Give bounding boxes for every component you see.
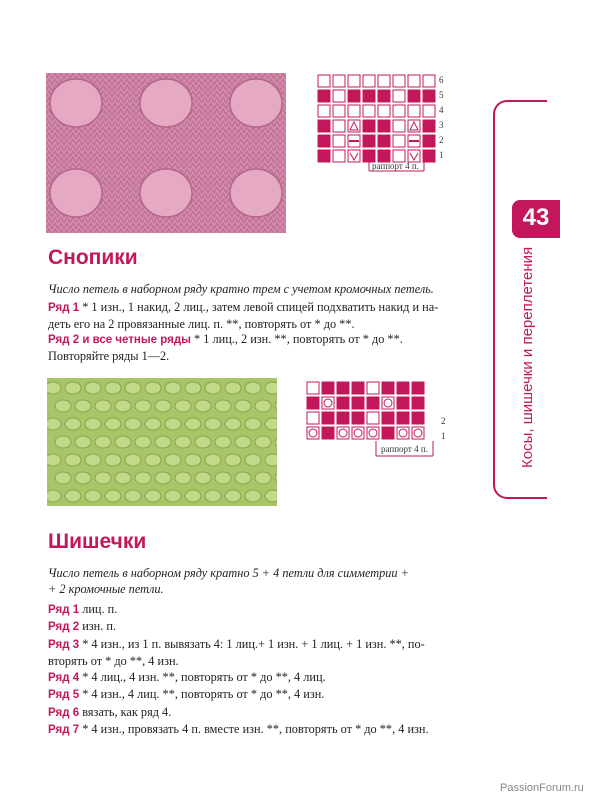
chart1-cell	[408, 135, 420, 147]
chart1-cell	[318, 120, 330, 132]
chart1-cell	[333, 120, 345, 132]
chart1-cell	[363, 135, 375, 147]
knit-bump	[55, 436, 71, 448]
chart1-cell	[348, 150, 360, 162]
chart2-caption: раппорт 4 п.	[381, 444, 428, 454]
chart2-cell	[307, 382, 319, 394]
row-line	[48, 721, 493, 738]
row-label: Ряд 3	[48, 638, 80, 651]
row-line	[48, 349, 493, 365]
row-line	[48, 636, 493, 653]
chart2-cell	[382, 397, 394, 409]
row-text: деть его на 2 провязанные лиц. п. **, повторять от * до **.	[48, 316, 355, 331]
chart1-cell	[393, 120, 405, 132]
chart1-row-number: 2	[439, 135, 444, 145]
chart2-cell	[367, 427, 379, 439]
chart2-cell	[337, 397, 349, 409]
knit-bump	[165, 490, 181, 502]
knit-bump	[65, 454, 81, 466]
knit-bump	[55, 400, 71, 412]
chart1-cell	[348, 120, 360, 132]
knit-bump	[105, 382, 121, 394]
row-text: изн. п.	[79, 619, 117, 634]
knit-bump	[175, 472, 191, 484]
chart1-cell	[333, 90, 345, 102]
shishechki-photo	[47, 378, 277, 506]
chart1-row-number: 1	[439, 150, 444, 160]
chart-shishechki	[303, 378, 453, 460]
knit-bump	[65, 382, 81, 394]
chart1-cell	[348, 75, 360, 87]
chart1-cell	[333, 105, 345, 117]
knit-bump	[115, 400, 131, 412]
chart1-cell	[378, 75, 390, 87]
row-label: Ряд 7	[48, 724, 80, 737]
chart2-cell	[397, 382, 409, 394]
chart1-cell	[318, 150, 330, 162]
chart1-cell	[318, 75, 330, 87]
chart1-cell	[393, 90, 405, 102]
row-text: * 4 лиц., 4 изн. **, повторять от * до **, 4 лиц.	[79, 670, 326, 685]
knit-bump	[85, 382, 101, 394]
knit-bump	[155, 472, 171, 484]
knit-bump	[215, 436, 231, 448]
knit-bump	[125, 490, 141, 502]
chart1-cell	[393, 75, 405, 87]
knit-bump	[165, 382, 181, 394]
chart2-cell	[307, 397, 319, 409]
knit-bump	[155, 436, 171, 448]
chart2-cell	[397, 397, 409, 409]
chart2-row-number: 1	[441, 431, 446, 441]
row-line	[48, 686, 493, 703]
section2-intro	[48, 566, 493, 597]
knit-bump	[185, 490, 201, 502]
chart2-cell	[397, 427, 409, 439]
chart2-cell	[382, 382, 394, 394]
knit-bump	[185, 382, 201, 394]
intro-line: + 2 кромочные петли.	[48, 581, 164, 596]
chart1-cell	[363, 75, 375, 87]
chart1-cell	[348, 135, 360, 147]
chart1-cell	[333, 75, 345, 87]
chart1-cell	[348, 90, 360, 102]
knit-bump	[135, 400, 151, 412]
knit-bump	[255, 472, 271, 484]
chart2-cell	[322, 412, 334, 424]
knit-bump	[205, 418, 221, 430]
row-line	[48, 332, 493, 349]
row-line	[48, 618, 493, 635]
knit-bump	[225, 490, 241, 502]
knit-bump	[195, 400, 211, 412]
knit-bump	[175, 436, 191, 448]
section1-title: Снопики	[48, 246, 138, 269]
chart1-cell	[363, 105, 375, 117]
row-text: * 4 изн., из 1 п. вывязать 4: 1 лиц.+ 1 изн. + 1 лиц. + 1 изн. **, по-	[79, 636, 425, 651]
knit-bump	[225, 382, 241, 394]
knit-bump	[235, 436, 251, 448]
knit-bump	[95, 436, 111, 448]
knit-bump	[245, 490, 261, 502]
knit-bump	[47, 418, 61, 430]
chart2-cell	[412, 397, 424, 409]
knit-bump	[145, 418, 161, 430]
knit-bump	[245, 418, 261, 430]
knit-bump	[65, 418, 81, 430]
knit-bump	[215, 400, 231, 412]
row-line	[48, 653, 493, 669]
chart1-cell	[408, 105, 420, 117]
knit-bump	[85, 454, 101, 466]
chart1-cell	[423, 135, 435, 147]
row-line	[48, 669, 493, 686]
chart2-cell	[307, 412, 319, 424]
knit-bump	[225, 418, 241, 430]
knit-bump	[175, 400, 191, 412]
knit-bump	[215, 472, 231, 484]
row-label: Ряд 4	[48, 672, 80, 685]
chart1-cell	[378, 90, 390, 102]
chart2-cell	[367, 412, 379, 424]
knit-bump	[195, 436, 211, 448]
chart2-cell	[337, 427, 349, 439]
knit-bump	[265, 490, 277, 502]
chart1-caption: раппорт 4 п.	[372, 161, 419, 171]
row-text: * 4 изн., 4 лиц. **, повторять от * до **, 4 изн.	[79, 687, 325, 702]
chart2-cell	[352, 427, 364, 439]
row-text: лиц. п.	[79, 602, 118, 616]
row-label: Ряд 1	[48, 302, 80, 314]
knit-bump	[265, 454, 277, 466]
chart1-cell	[408, 120, 420, 132]
chart1-cell	[408, 90, 420, 102]
knit-bump	[47, 454, 61, 466]
chart1-cell	[423, 90, 435, 102]
row-line	[48, 300, 493, 317]
chart2-cell	[412, 427, 424, 439]
knit-bump	[145, 382, 161, 394]
section2-title: Шишечки	[48, 530, 147, 553]
knit-bump	[235, 472, 251, 484]
row-label: Ряд 5	[48, 689, 80, 702]
chart1-row-number: 5	[439, 90, 444, 100]
row-label: Ряд 6	[48, 706, 80, 719]
knit-bump	[75, 400, 91, 412]
chart1-cell	[318, 90, 330, 102]
section1-rows	[48, 300, 493, 364]
chart2-cell	[412, 382, 424, 394]
knit-bump	[265, 382, 277, 394]
chart2-cell	[382, 427, 394, 439]
row-label: Ряд 1	[48, 604, 80, 616]
knit-bump	[105, 490, 121, 502]
knit-bump	[235, 400, 251, 412]
row-label: Ряд 2	[48, 621, 80, 634]
chart2-cell	[307, 427, 319, 439]
chart2-cell	[382, 412, 394, 424]
snopiki-photo	[46, 73, 286, 233]
row-line	[48, 704, 493, 721]
chart2-cell	[352, 382, 364, 394]
chart2-row-number: 2	[441, 416, 446, 426]
knit-bump	[255, 436, 271, 448]
chart2-cell	[352, 397, 364, 409]
section1-intro: Число петель в наборном ряду кратно трем с учетом кромочных петель.	[48, 282, 434, 296]
knit-bump	[47, 382, 61, 394]
chart1-cell	[423, 75, 435, 87]
chart1-cell	[423, 150, 435, 162]
knit-bump	[155, 400, 171, 412]
row-text: вязать, как ряд 4.	[79, 704, 172, 719]
chart1-cell	[378, 135, 390, 147]
row-line	[48, 317, 493, 333]
knit-bump	[195, 472, 211, 484]
knit-bump	[265, 418, 277, 430]
knit-bump	[105, 418, 121, 430]
knit-bump	[255, 400, 271, 412]
knit-bump	[145, 454, 161, 466]
knit-bump	[125, 454, 141, 466]
chart1-cell	[378, 105, 390, 117]
knit-bump	[135, 436, 151, 448]
knit-bump	[95, 400, 111, 412]
knit-bump	[205, 382, 221, 394]
chart1-cell	[423, 120, 435, 132]
knit-bump	[225, 454, 241, 466]
knit-bump	[65, 490, 81, 502]
row-label: Ряд 2 и все четные ряды	[48, 334, 191, 346]
watermark: PassionForum.ru	[500, 782, 584, 794]
knit-bump	[105, 454, 121, 466]
knit-bump	[47, 490, 61, 502]
chart1-cell	[363, 90, 375, 102]
knit-bump	[165, 454, 181, 466]
chart2-cell	[322, 427, 334, 439]
chart2-cell	[337, 412, 349, 424]
row-text: * 1 изн., 1 накид, 2 лиц., затем левой спицей подхватить накид и на-	[79, 300, 439, 314]
chart2-cell	[352, 412, 364, 424]
knit-bump	[125, 382, 141, 394]
knit-bump	[75, 472, 91, 484]
knit-bump	[165, 418, 181, 430]
chart2-cell	[412, 412, 424, 424]
chart1-cell	[393, 135, 405, 147]
knit-bump	[55, 472, 71, 484]
chart1-cell	[348, 105, 360, 117]
chart1-cell	[408, 75, 420, 87]
knit-bump	[95, 472, 111, 484]
knit-bump	[145, 490, 161, 502]
intro-line: Число петель в наборном ряду кратно 5 + 4 петли для симметрии +	[48, 566, 409, 580]
chart1-cell	[333, 150, 345, 162]
knit-bump	[135, 472, 151, 484]
chart1-row-number: 3	[439, 120, 444, 130]
knit-bump	[185, 418, 201, 430]
chart1-cell	[378, 120, 390, 132]
knit-bump	[245, 454, 261, 466]
row-text: * 4 изн., провязать 4 п. вместе изн. **, повторять от * до **, 4 изн.	[79, 722, 429, 737]
knit-bump	[85, 418, 101, 430]
knit-bump	[85, 490, 101, 502]
row-text: Повторяйте ряды 1—2.	[48, 348, 170, 363]
knit-bump	[115, 436, 131, 448]
chart1-cell	[333, 135, 345, 147]
chart1-cell	[318, 105, 330, 117]
chart-snopiki	[316, 74, 450, 172]
chart2-cell	[322, 382, 334, 394]
chart1-cell	[393, 105, 405, 117]
chart2-cell	[397, 412, 409, 424]
knit-bump	[245, 382, 261, 394]
section2-rows	[48, 601, 493, 738]
chart2-cell	[322, 397, 334, 409]
chart2-cell	[337, 382, 349, 394]
knit-bump	[125, 418, 141, 430]
chart2-cell	[367, 382, 379, 394]
chart1-row-number: 4	[439, 105, 444, 115]
knit-bump	[75, 436, 91, 448]
chart1-cell	[318, 135, 330, 147]
row-text: вторять от * до **, 4 изн.	[48, 653, 179, 668]
chart1-row-number: 6	[439, 75, 444, 85]
knit-bump	[185, 454, 201, 466]
row-text: * 1 лиц., 2 изн. **, повторять от * до **.	[190, 332, 403, 346]
knit-bump	[115, 472, 131, 484]
row-line	[48, 601, 493, 618]
knit-bump	[205, 490, 221, 502]
chart1-cell	[363, 120, 375, 132]
side-tab-label: Косы, шишечки и переплетения	[519, 246, 536, 468]
chart2-cell	[367, 397, 379, 409]
chart1-cell	[423, 105, 435, 117]
page-number: 43	[522, 204, 550, 231]
knit-bump	[205, 454, 221, 466]
